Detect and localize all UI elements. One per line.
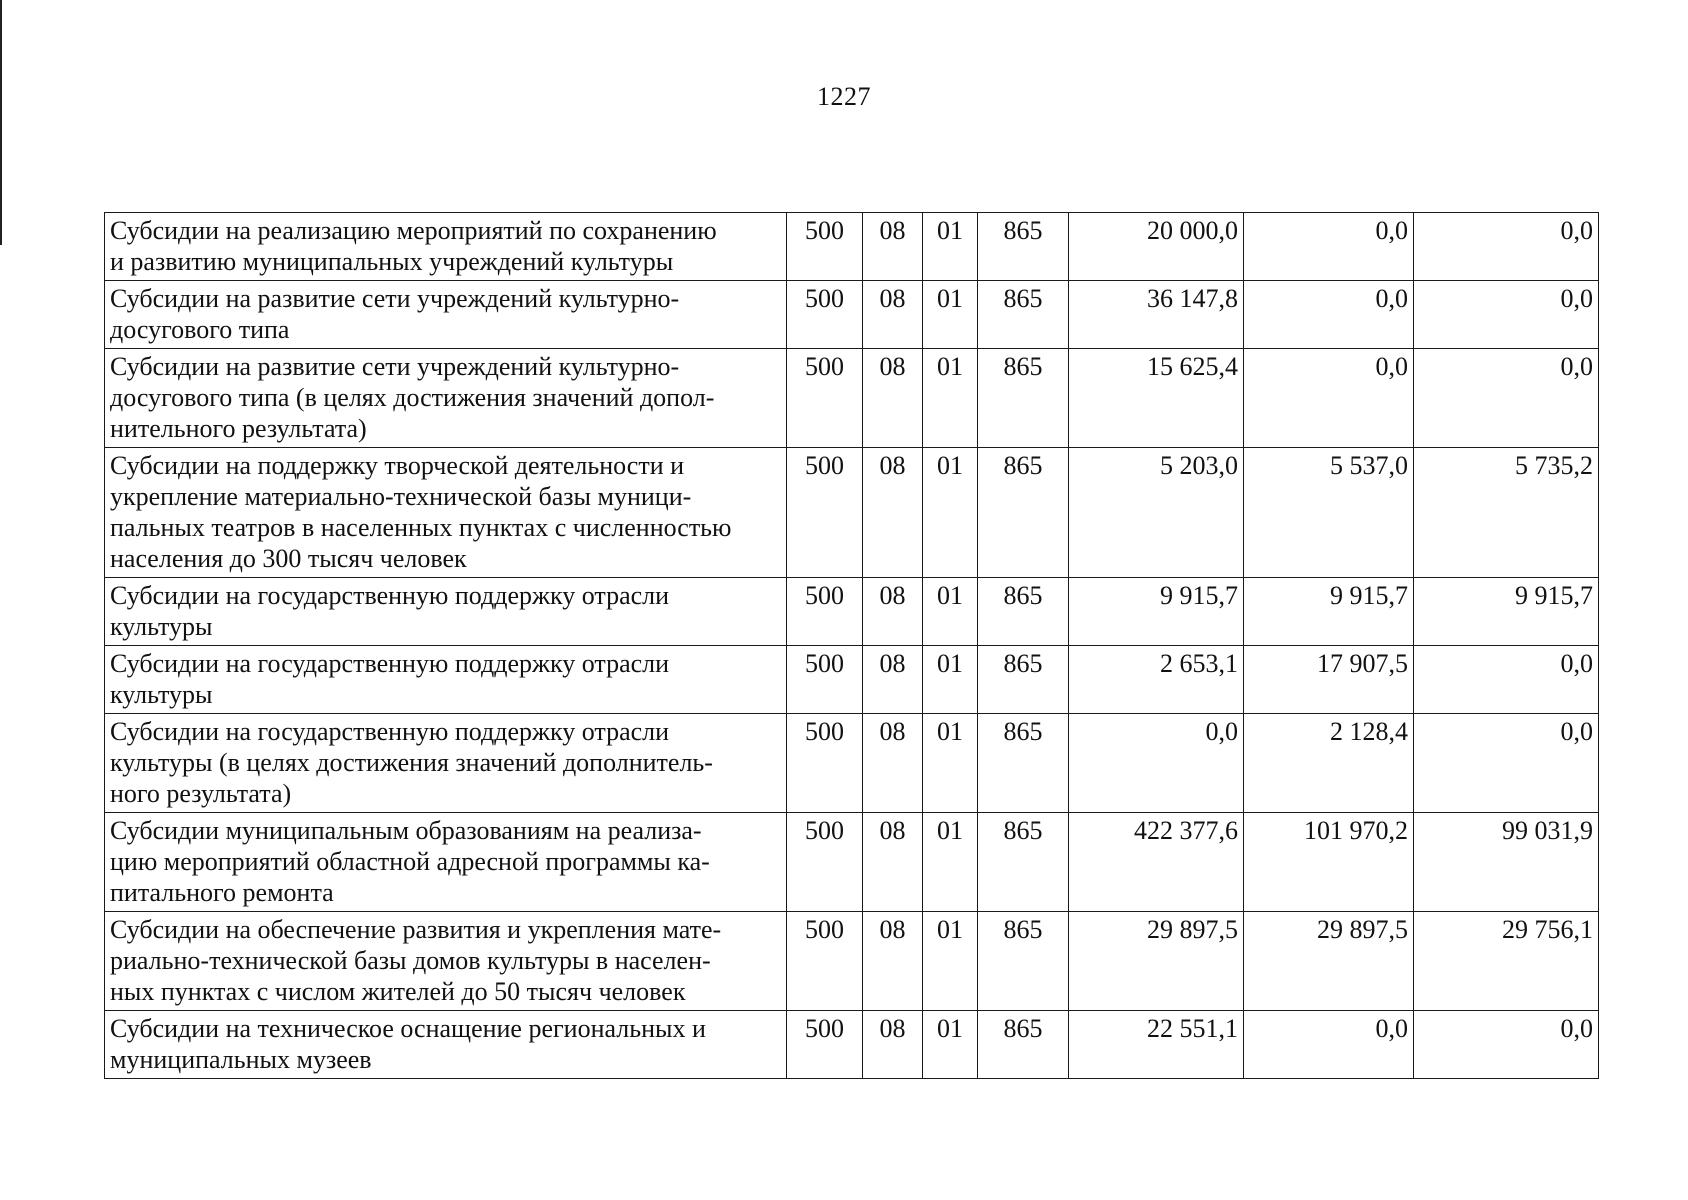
description-line: Субсидии на техническое оснащение региональных и [110, 1014, 706, 1043]
description-line: питального ремонта [110, 878, 334, 907]
table-row [105, 281, 1599, 349]
description-line: муниципальных музеев [110, 1045, 372, 1074]
table-row [105, 578, 1599, 646]
code-subsection: 01 [923, 1011, 978, 1079]
description-line: ных пунктах с числом жителей до 50 тысяч человек [110, 977, 686, 1006]
description-line: Субсидии на обеспечение развития и укрепления мате- [110, 915, 722, 944]
code-expense-type: 865 [978, 646, 1069, 714]
amount-year-3: 5 735,2 [1414, 448, 1599, 578]
amount-year-1: 2 653,1 [1069, 646, 1244, 714]
row-description [105, 813, 787, 912]
row-description [105, 714, 787, 813]
row-description [105, 448, 787, 578]
row-description [105, 349, 787, 448]
amount-year-1: 0,0 [1069, 714, 1244, 813]
code-subsection: 01 [923, 349, 978, 448]
amount-year-2: 29 897,5 [1244, 912, 1414, 1011]
code-subsection: 01 [923, 281, 978, 349]
code-admin: 500 [787, 813, 863, 912]
row-description [105, 281, 787, 349]
amount-year-2: 101 970,2 [1244, 813, 1414, 912]
code-expense-type: 865 [978, 714, 1069, 813]
amount-year-2: 0,0 [1244, 213, 1414, 281]
table-row [105, 714, 1599, 813]
code-expense-type: 865 [978, 1011, 1069, 1079]
amount-year-1: 29 897,5 [1069, 912, 1244, 1011]
amount-year-3: 29 756,1 [1414, 912, 1599, 1011]
code-section: 08 [863, 1011, 923, 1079]
code-section: 08 [863, 813, 923, 912]
description-line: культуры [110, 612, 213, 641]
code-expense-type: 865 [978, 912, 1069, 1011]
amount-year-1: 15 625,4 [1069, 349, 1244, 448]
amount-year-2: 0,0 [1244, 349, 1414, 448]
description-line: Субсидии муниципальным образованиям на реализа- [110, 816, 702, 845]
code-subsection: 01 [923, 813, 978, 912]
code-expense-type: 865 [978, 448, 1069, 578]
code-admin: 500 [787, 912, 863, 1011]
code-expense-type: 865 [978, 813, 1069, 912]
amount-year-3: 0,0 [1414, 714, 1599, 813]
amount-year-1: 20 000,0 [1069, 213, 1244, 281]
code-admin: 500 [787, 1011, 863, 1079]
amount-year-1: 36 147,8 [1069, 281, 1244, 349]
row-description [105, 578, 787, 646]
description-line: досугового типа [110, 315, 290, 344]
amount-year-3: 99 031,9 [1414, 813, 1599, 912]
code-subsection: 01 [923, 448, 978, 578]
description-line: ного результата) [110, 779, 292, 808]
code-subsection: 01 [923, 213, 978, 281]
description-line: нительного результата) [110, 414, 367, 443]
amount-year-1: 22 551,1 [1069, 1011, 1244, 1079]
description-line: цию мероприятий областной адресной программы ка- [110, 847, 710, 876]
amount-year-1: 5 203,0 [1069, 448, 1244, 578]
row-description [105, 213, 787, 281]
amount-year-1: 422 377,6 [1069, 813, 1244, 912]
code-section: 08 [863, 349, 923, 448]
amount-year-3: 0,0 [1414, 213, 1599, 281]
row-description [105, 646, 787, 714]
description-line: Субсидии на развитие сети учреждений культурно- [110, 352, 680, 381]
code-section: 08 [863, 646, 923, 714]
amount-year-2: 17 907,5 [1244, 646, 1414, 714]
amount-year-2: 5 537,0 [1244, 448, 1414, 578]
code-section: 08 [863, 213, 923, 281]
amount-year-2: 0,0 [1244, 281, 1414, 349]
description-line: укрепление материально-технической базы муници- [110, 482, 692, 511]
amount-year-1: 9 915,7 [1069, 578, 1244, 646]
description-line: риально-технической базы домов культуры в населен- [110, 946, 711, 975]
amount-year-3: 9 915,7 [1414, 578, 1599, 646]
table-row [105, 813, 1599, 912]
amount-year-3: 0,0 [1414, 646, 1599, 714]
row-description [105, 1011, 787, 1079]
description-line: Субсидии на государственную поддержку отрасли [110, 649, 670, 678]
description-line: досугового типа (в целях достижения значений допол- [110, 383, 715, 412]
code-expense-type: 865 [978, 349, 1069, 448]
description-line: Субсидии на государственную поддержку отрасли [110, 581, 670, 610]
amount-year-3: 0,0 [1414, 349, 1599, 448]
amount-year-2: 9 915,7 [1244, 578, 1414, 646]
code-expense-type: 865 [978, 281, 1069, 349]
amount-year-2: 2 128,4 [1244, 714, 1414, 813]
page-number: 1227 [817, 82, 871, 111]
description-line: культуры [110, 680, 213, 709]
scan-edge-mark [0, 0, 2, 245]
amount-year-3: 0,0 [1414, 1011, 1599, 1079]
table-row [105, 1011, 1599, 1079]
code-admin: 500 [787, 349, 863, 448]
table-row [105, 349, 1599, 448]
description-line: Субсидии на развитие сети учреждений культурно- [110, 284, 680, 313]
code-section: 08 [863, 578, 923, 646]
code-admin: 500 [787, 213, 863, 281]
code-subsection: 01 [923, 714, 978, 813]
description-line: Субсидии на поддержку творческой деятельности и [110, 451, 685, 480]
code-subsection: 01 [923, 646, 978, 714]
code-expense-type: 865 [978, 578, 1069, 646]
table-row [105, 213, 1599, 281]
table-row [105, 448, 1599, 578]
amount-year-2: 0,0 [1244, 1011, 1414, 1079]
budget-table [104, 212, 1599, 1079]
table-row [105, 912, 1599, 1011]
description-line: Субсидии на государственную поддержку отрасли [110, 717, 670, 746]
code-section: 08 [863, 912, 923, 1011]
description-line: и развитию муниципальных учреждений культуры [110, 247, 674, 276]
code-admin: 500 [787, 281, 863, 349]
code-admin: 500 [787, 646, 863, 714]
code-section: 08 [863, 714, 923, 813]
budget-table-body [105, 213, 1599, 1079]
code-admin: 500 [787, 714, 863, 813]
code-section: 08 [863, 281, 923, 349]
code-admin: 500 [787, 578, 863, 646]
description-line: населения до 300 тысяч человек [110, 544, 467, 573]
description-line: пальных театров в населенных пунктах с численностью [110, 513, 732, 542]
code-expense-type: 865 [978, 213, 1069, 281]
code-subsection: 01 [923, 578, 978, 646]
row-description [105, 912, 787, 1011]
code-admin: 500 [787, 448, 863, 578]
amount-year-3: 0,0 [1414, 281, 1599, 349]
description-line: Субсидии на реализацию мероприятий по сохранению [110, 216, 717, 245]
code-subsection: 01 [923, 912, 978, 1011]
description-line: культуры (в целях достижения значений дополнитель- [110, 748, 713, 777]
code-section: 08 [863, 448, 923, 578]
table-row [105, 646, 1599, 714]
